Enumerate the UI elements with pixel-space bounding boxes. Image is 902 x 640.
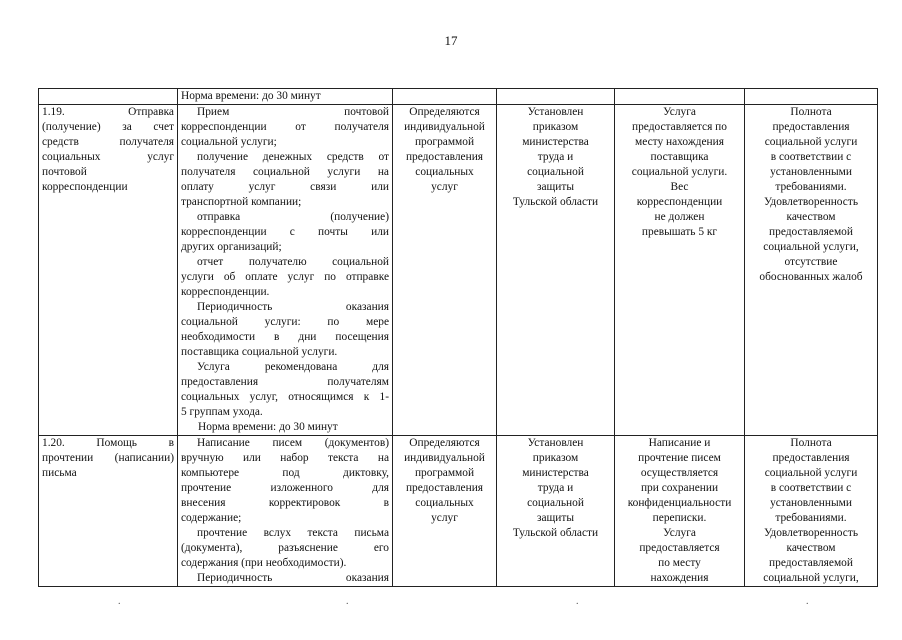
- standard-1-20: Установлен приказом министерства труда и социальной защиты Тульской области: [497, 436, 615, 587]
- service-name-1-19: 1.19. Отправка (получение) за счет средств получателя социальных услуг почтовой корреспонденции: [39, 105, 178, 436]
- cell-empty: [745, 89, 878, 105]
- table-row-1-19: [39, 105, 878, 436]
- conditions-1-20: Написание и прочтение писем осуществляется при сохранении конфиденциальности переписки. Услуга предоставляется по месту нахождения: [615, 436, 745, 587]
- cell-empty: [497, 89, 615, 105]
- cell-empty: [393, 89, 497, 105]
- services-table: [38, 88, 878, 587]
- conditions-1-19: Услуга предоставляется по месту нахождения поставщика социальной услуги. Вес корреспонденции не должен превышать 5 кг: [615, 105, 745, 436]
- footer-mark: .: [806, 596, 809, 607]
- cell-empty: [615, 89, 745, 105]
- service-description-1-20: Написание писем (документов) вручную или набор текста на компьютере под диктовку, прочтение изложенного для внесения корректировок в содержание; прочтение вслух текста письма (документа), разъяснение его содержания (при необходимости). Периодичность оказания: [178, 436, 393, 587]
- volume-1-20: Определяются индивидуальной программой предоставления социальных услуг: [393, 436, 497, 587]
- footer-mark: .: [346, 596, 349, 607]
- table-row-1-20: [39, 436, 878, 587]
- quality-1-19: Полнота предоставления социальной услуги в соответствии с установленными требованиями. Удовлетворенность качеством предоставляемой социальной услуги, отсутствие обоснованных жалоб: [745, 105, 878, 436]
- service-description-1-19: Прием почтовой корреспонденции от получателя социальной услуги; получение денежных средств от получателя социальной услуги на оплату услуг связи или транспортной компании; отправка (получение) корреспонденции с почты или других организаций; отчет получателю социальной услуги об оплате услуг по отправке корреспонденции. Периодичность оказания социальной услуги: по мере необходимости в дни посещения поставщика социальной услуги. Услуга рекомендована для предоставления получателям социальных услуг, относящимся к 1- 5 группам ухода. Норма времени: до 30 минут: [178, 105, 393, 436]
- norm-time-top: Норма времени: до 30 минут: [178, 89, 393, 105]
- service-name-1-20: 1.20. Помощь в прочтении (написании) письма: [39, 436, 178, 587]
- page-number: 17: [444, 33, 458, 48]
- volume-1-19: Определяются индивидуальной программой предоставления социальных услуг: [393, 105, 497, 436]
- norm-time-1-19: Норма времени: до 30 минут: [198, 421, 338, 433]
- standard-1-19: Установлен приказом министерства труда и социальной защиты Тульской области: [497, 105, 615, 436]
- footer-mark: .: [118, 596, 121, 607]
- norm-row-top: [39, 89, 878, 105]
- footer-mark: .: [576, 596, 579, 607]
- cell-empty: [39, 89, 178, 105]
- quality-1-20: Полнота предоставления социальной услуги в соответствии с установленными требованиями. Удовлетворенность качеством предоставляемой социальной услуги,: [745, 436, 878, 587]
